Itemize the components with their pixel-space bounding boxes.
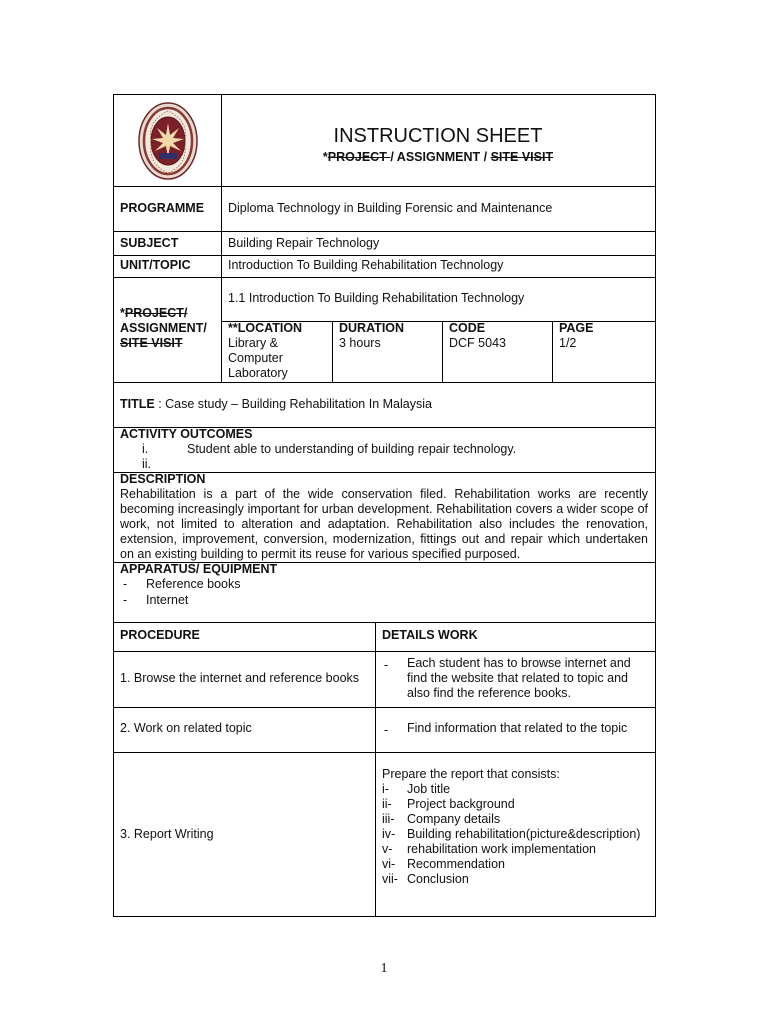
report-item-num-1: i- <box>382 782 389 796</box>
description-line-5: on an existing building to permit its reuse for various specified purposed. <box>120 547 521 561</box>
assignment-type-label <box>120 306 187 321</box>
description-line-3: work, not limited to alteration and adaptation. Rehabilitation also includes the renovation, <box>120 517 648 531</box>
step2-dash: - <box>384 723 389 737</box>
activity-item-num-2: ii. <box>142 457 152 471</box>
report-item-num-6: vi- <box>382 857 396 871</box>
description-line-4: extension, improvement, conversion, modernization, fittings out and repair which undertaken <box>120 532 648 546</box>
report-item-text-3: Company details <box>407 812 501 826</box>
description-line-2: becoming increasingly important for urban development. Rehabilitation covers a wider scope of <box>120 502 648 516</box>
description-line-1: Rehabilitation is a part of the wide conservation filed. Rehabilitation works are recently <box>120 487 648 501</box>
step1-detail-line-3: also find the reference books. <box>407 686 571 700</box>
procedure-header: PROCEDURE <box>120 628 200 642</box>
description-heading: DESCRIPTION <box>120 472 206 486</box>
apparatus-bullet-2: - <box>123 593 128 607</box>
location-line-2: Computer <box>228 351 283 365</box>
subject-value: Building Repair Technology <box>228 236 380 250</box>
label-site-visit: SITE VISIT <box>120 336 183 350</box>
details-work-header: DETAILS WORK <box>382 628 478 642</box>
step1-detail-line-1: Each student has to browse internet and <box>407 656 631 670</box>
page-label: PAGE <box>559 321 594 335</box>
unit-topic-value: Introduction To Building Rehabilitation Technology <box>228 258 504 272</box>
activity-heading: ACTIVITY OUTCOMES <box>120 427 253 441</box>
title-value: : Case study – Building Rehabilitation In Malaysia <box>154 397 432 411</box>
activity-item-num-1: i. <box>142 442 149 456</box>
programme-label: PROGRAMME <box>120 201 205 215</box>
report-item-num-7: vii- <box>382 872 398 886</box>
location-line-3: Laboratory <box>228 366 288 380</box>
sheet-title: INSTRUCTION SHEET <box>333 125 543 147</box>
sheet-subtitle <box>221 150 655 165</box>
topic-value: 1.1 Introduction To Building Rehabilitation Technology <box>228 291 525 305</box>
location-line-1: Library & <box>228 336 279 350</box>
institution-logo <box>137 101 199 181</box>
subtitle-assignment: / ASSIGNMENT / <box>390 150 491 164</box>
title-label: TITLE <box>120 397 155 411</box>
report-item-num-3: iii- <box>382 812 395 826</box>
report-item-text-1: Job title <box>407 782 451 796</box>
subtitle-project: PROJECT <box>327 150 391 164</box>
step2-detail-line-1: Find information that related to the topic <box>407 721 628 735</box>
programme-value: Diploma Technology in Building Forensic and Maintenance <box>228 201 553 215</box>
step3-intro: Prepare the report that consists: <box>382 767 560 781</box>
step1-detail-line-2: find the website that related to topic and <box>407 671 628 685</box>
report-item-text-2: Project background <box>407 797 515 811</box>
title-row <box>120 397 432 412</box>
procedure-step-3: 3. Report Writing <box>120 827 214 841</box>
code-value: DCF 5043 <box>449 336 506 350</box>
report-item-num-5: v- <box>382 842 393 856</box>
step1-dash: - <box>384 658 389 672</box>
report-item-text-4: Building rehabilitation(picture&description) <box>407 827 641 841</box>
code-label: CODE <box>449 321 486 335</box>
apparatus-bullet-1: - <box>123 577 128 591</box>
subtitle-site-visit: SITE VISIT <box>490 150 554 164</box>
apparatus-item-2: Internet <box>146 593 189 607</box>
subtitle-star: * <box>322 150 328 164</box>
report-item-text-5: rehabilitation work implementation <box>407 842 596 856</box>
apparatus-heading: APPARATUS/ EQUIPMENT <box>120 562 278 576</box>
label-assignment: ASSIGNMENT/ <box>120 321 207 335</box>
procedure-step-2: 2. Work on related topic <box>120 721 252 735</box>
activity-item-text-1: Student able to understanding of building repair technology. <box>187 442 517 456</box>
label-star: * <box>120 306 125 320</box>
unit-topic-label: UNIT/TOPIC <box>120 258 191 272</box>
page-value: 1/2 <box>559 336 577 350</box>
procedure-step-1: 1. Browse the internet and reference books <box>120 671 360 685</box>
report-item-num-4: iv- <box>382 827 396 841</box>
page-number: 1 <box>380 961 388 976</box>
report-item-text-7: Conclusion <box>407 872 469 886</box>
apparatus-item-1: Reference books <box>146 577 241 591</box>
subject-label: SUBJECT <box>120 236 179 250</box>
report-item-text-6: Recommendation <box>407 857 505 871</box>
duration-label: DURATION <box>339 321 405 335</box>
duration-value: 3 hours <box>339 336 381 350</box>
label-project: PROJECT/ <box>124 306 188 320</box>
location-label: **LOCATION <box>228 321 303 335</box>
report-item-num-2: ii- <box>382 797 392 811</box>
